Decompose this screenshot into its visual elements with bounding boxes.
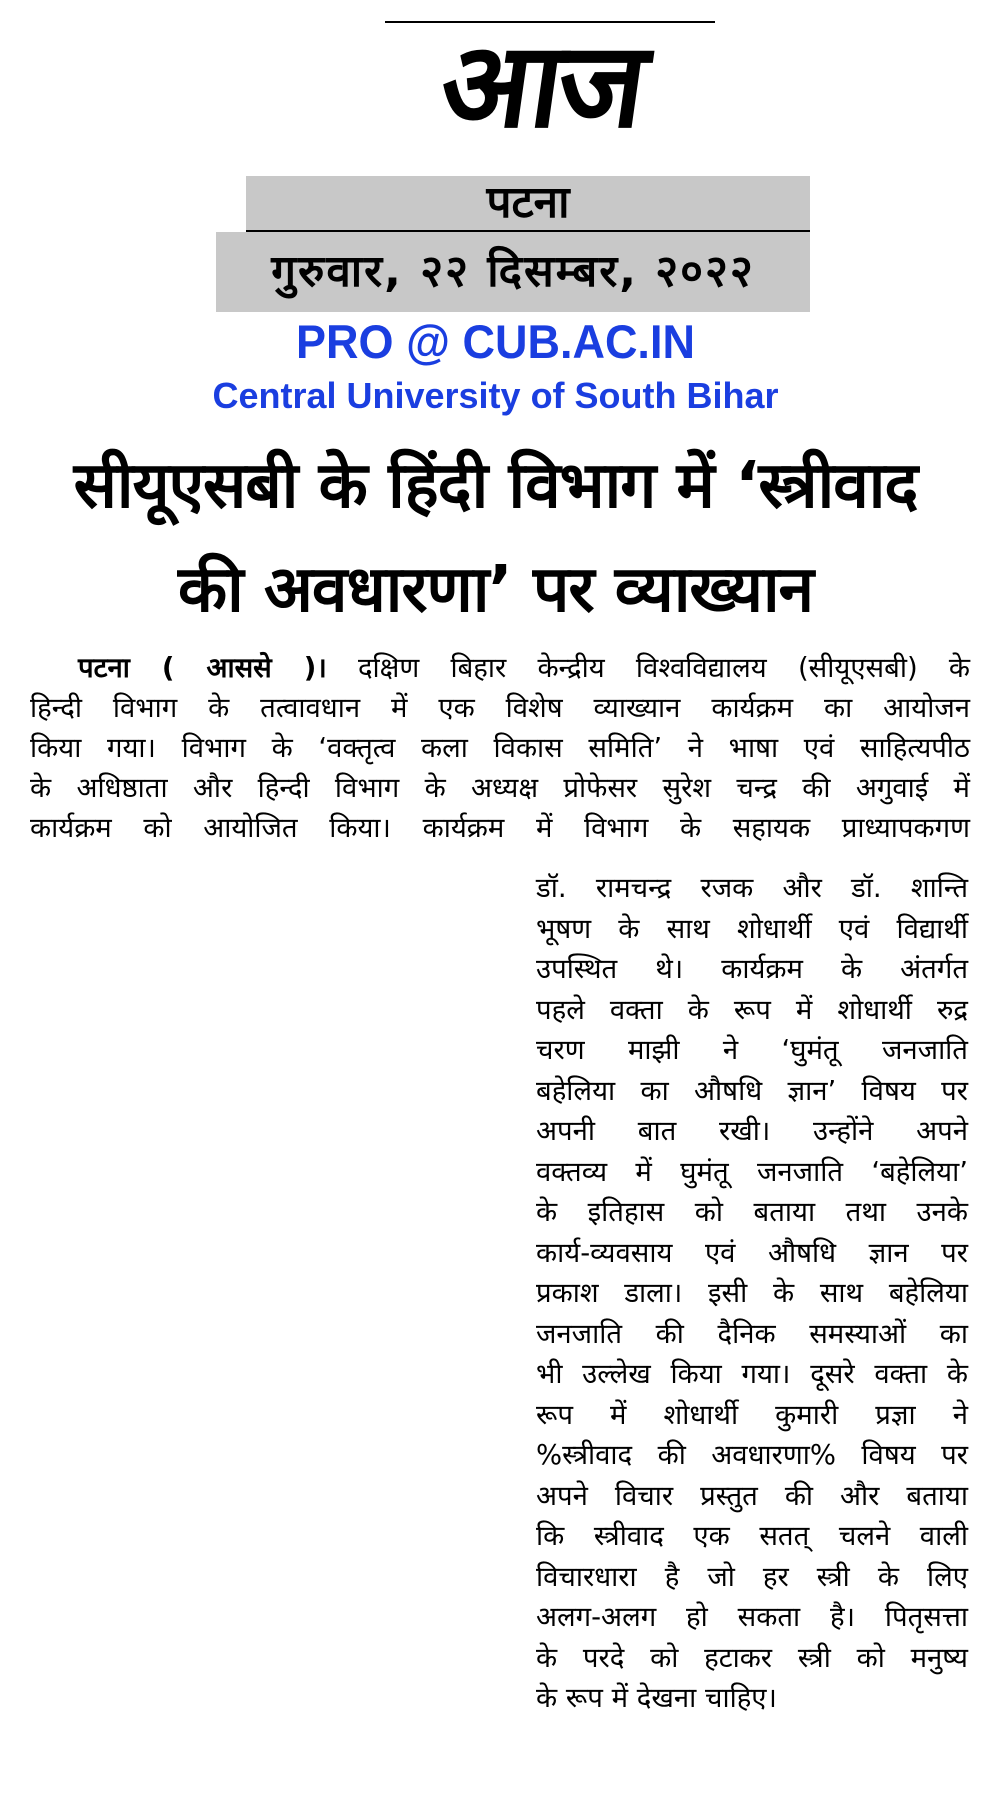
masthead-title: आज (432, 16, 652, 154)
column-line: के रूप में देखना चाहिए। (536, 1682, 777, 1714)
column-line: भी उल्लेख किया गया। दूसरे वक्ता के (536, 1358, 968, 1390)
column-line: जनजाति की दैनिक समस्याओं का (536, 1317, 968, 1350)
column-line: रूप में शोधार्थी कुमारी प्रज्ञा ने (536, 1398, 968, 1431)
column-line: अपनी बात रखी। उन्होंने अपने (536, 1115, 968, 1147)
article-headline (20, 434, 971, 642)
edition-date: गुरुवार, २२ दिसम्बर, २०२२ (271, 246, 755, 297)
column-line: भूषण के साथ शोधार्थी एवं विद्यार्थी (536, 912, 968, 945)
edition-date-banner (216, 232, 810, 312)
column-line: अपने विचार प्रस्तुत की और बताया (536, 1479, 968, 1512)
article-column (536, 868, 968, 1719)
column-line: चरण माझी ने ‘घुमंतू जनजाति (536, 1034, 968, 1066)
article-line: कार्यक्रम को आयोजित किया। कार्यक्रम में विभाग के सहायक प्राध्यापकगण (30, 812, 970, 844)
column-line: प्रकाश डाला। इसी के साथ बहेलिया (536, 1277, 968, 1309)
edition-city-banner (246, 176, 810, 233)
column-line: कि स्त्रीवाद एक सतत् चलने वाली (536, 1520, 968, 1552)
article-line: हिन्दी विभाग के तत्वावधान में एक विशेष व्याख्यान कार्यक्रम का आयोजन (30, 692, 970, 724)
article-intro-paragraph (30, 648, 970, 848)
headline-line-2: की अवधारणा’ पर व्याख्यान (177, 553, 814, 627)
column-line: कार्य-व्यवसाय एवं औषधि ज्ञान पर (536, 1236, 968, 1269)
column-line: के परदे को हटाकर स्त्री को मनुष्य (536, 1641, 968, 1674)
university-name: Central University of South Bihar (212, 375, 779, 416)
column-line: के इतिहास को बताया तथा उनके (536, 1196, 968, 1228)
column-line: बहेलिया का औषधि ज्ञान’ विषय पर (536, 1074, 968, 1107)
newspaper-masthead-logo (372, 16, 712, 154)
article-line-text: दक्षिण बिहार केन्द्रीय विश्वविद्यालय (सीयूएसबी) के (357, 652, 970, 684)
edition-city: पटना (486, 177, 570, 228)
column-line: विचारधारा है जो हर स्त्री के लिए (536, 1560, 968, 1593)
article-line: किया गया। विभाग के ‘वक्तृत्व कला विकास समिति’ ने भाषा एवं साहित्यपीठ (30, 732, 970, 764)
column-line: डॉ. रामचन्द्र रजक और डॉ. शान्ति (536, 872, 968, 904)
headline-line-1: सीयूएसबी के हिंदी विभाग में ‘स्त्रीवाद (73, 449, 918, 523)
pro-credit: PRO @ CUB.AC.IN (296, 314, 695, 369)
column-line: अलग-अलग हो सकता है। पितृसत्ता (536, 1601, 968, 1633)
column-line: उपस्थित थे। कार्यक्रम के अंतर्गत (536, 953, 968, 985)
article-dateline: पटना ( आससे )। (78, 652, 327, 684)
column-line: %स्त्रीवाद की अवधारणा% विषय पर (536, 1439, 968, 1471)
article-line: के अधिष्ठाता और हिन्दी विभाग के अध्यक्ष प्रोफेसर सुरेश चन्द्र की अगुवाई में (30, 772, 970, 804)
column-line: वक्तव्य में घुमंतू जनजाति ‘बहेलिया’ (536, 1155, 968, 1188)
column-line: पहले वक्ता के रूप में शोधार्थी रुद्र (536, 993, 968, 1026)
article-line (30, 648, 970, 688)
